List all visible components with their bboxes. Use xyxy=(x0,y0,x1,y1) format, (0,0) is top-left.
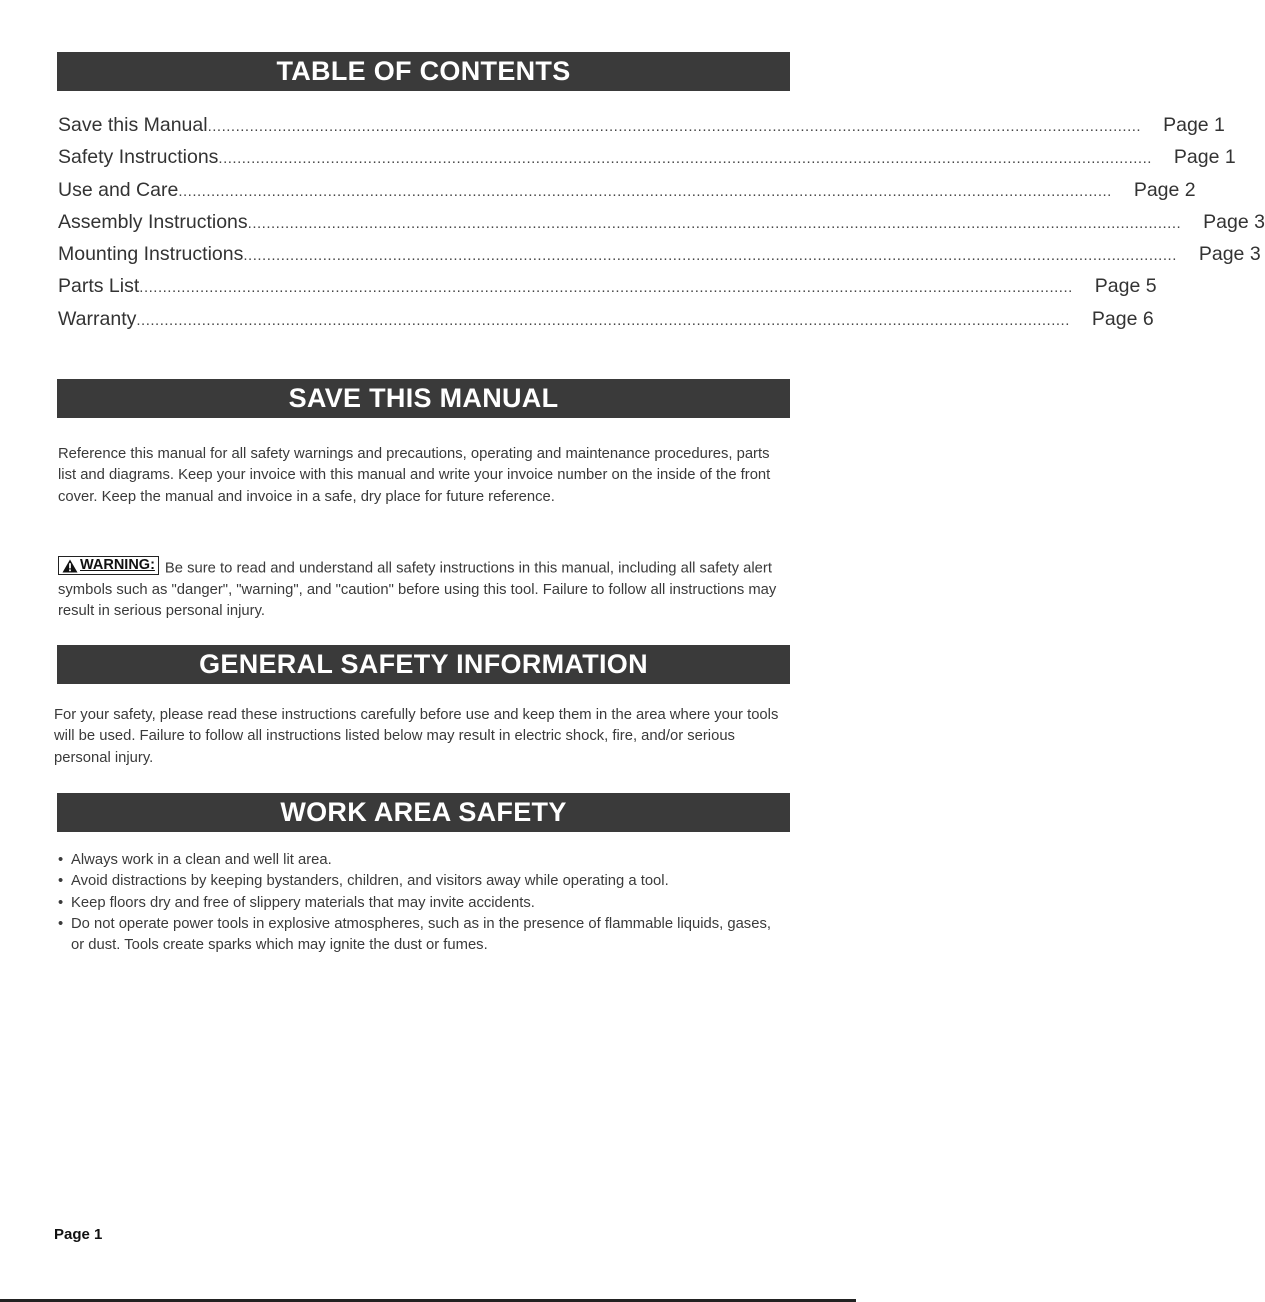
toc-entry-page: Page 3 xyxy=(1198,243,1261,266)
toc-entry-label: Save this Manual xyxy=(58,114,208,136)
toc-entry-label: Parts List xyxy=(58,275,140,298)
work-area-heading-text: WORK AREA SAFETY xyxy=(280,797,567,827)
toc-entry-page: Page 1 xyxy=(1163,114,1225,136)
toc-entry xyxy=(58,210,1265,243)
toc-dot-leader: ........................................................................................................................................................................................................ xyxy=(136,311,1070,329)
toc-dot-leader: ........................................................................................................................................................................................................ xyxy=(139,279,1073,297)
save-manual-heading-text: SAVE THIS MANUAL xyxy=(288,383,559,413)
warning-badge xyxy=(58,556,159,575)
general-safety-heading-text: GENERAL SAFETY INFORMATION xyxy=(199,649,648,679)
toc-heading-text: TABLE OF CONTENTS xyxy=(276,56,571,86)
save-manual-heading xyxy=(57,379,790,418)
warning-label: WARNING: xyxy=(80,557,155,573)
table-of-contents xyxy=(58,114,1265,340)
toc-entry-page: Page 1 xyxy=(1173,146,1236,169)
page-number: Page 1 xyxy=(54,1226,103,1243)
work-area-heading xyxy=(57,793,790,832)
toc-entry-label: Assembly Instructions xyxy=(58,210,248,233)
toc-entry-page: Page 5 xyxy=(1094,275,1157,298)
toc-entry-label: Warranty xyxy=(58,307,137,330)
general-safety-paragraph: For your safety, please read these instructions carefully before use and keep them in the area where your tools will be used. Failure to follow all instructions listed below may result in electric shock, fire, and/or serious personal injury. xyxy=(54,707,779,766)
toc-entry-label: Mounting Instructions xyxy=(58,243,244,266)
toc-heading xyxy=(57,52,790,91)
warning-text: Be sure to read and understand all safety instructions in this manual, including all safety alert symbols such as "danger", "warning", and "caution" before using this tool. Failure to follow all instructions may result in serious personal injury. xyxy=(58,560,777,620)
toc-dot-leader: ........................................................................................................................................................................................................ xyxy=(207,118,1142,135)
toc-entry-page: Page 2 xyxy=(1133,178,1196,201)
toc-entry-page: Page 6 xyxy=(1091,307,1154,330)
toc-entry-label: Safety Instructions xyxy=(58,146,219,169)
warning-triangle-icon xyxy=(62,559,78,573)
toc-entry xyxy=(58,307,1154,340)
toc-entry xyxy=(58,114,1225,146)
toc-dot-leader: ........................................................................................................................................................................................................ xyxy=(243,247,1177,265)
save-manual-paragraph: Reference this manual for all safety warnings and precautions, operating and maintenance procedures, parts list and diagrams. Keep your invoice with this manual and write your invoice number on the inside of the front cover. Keep the manual and invoice in a safe, dry place for future reference. xyxy=(58,446,771,505)
toc-entry-page: Page 3 xyxy=(1203,210,1265,233)
general-safety-heading xyxy=(57,645,790,684)
toc-dot-leader: ........................................................................................................................................................................................................ xyxy=(178,182,1112,200)
toc-entry xyxy=(58,146,1236,178)
list-item: • Always work in a clean and well lit area. xyxy=(58,850,788,871)
list-item: • Keep floors dry and free of slippery materials that may invite accidents. xyxy=(58,893,788,914)
toc-entry xyxy=(58,243,1261,275)
list-item: • Avoid distractions by keeping bystanders, children, and visitors away while operating a tool. xyxy=(58,871,788,892)
work-area-bullet-list xyxy=(58,850,788,956)
toc-dot-leader: ........................................................................................................................................................................................................ xyxy=(218,150,1152,168)
toc-entry-label: Use and Care xyxy=(58,178,179,201)
toc-entry xyxy=(58,275,1157,307)
toc-entry xyxy=(58,178,1196,211)
list-item: • Do not operate power tools in explosive atmospheres, such as in the presence of flammable liquids, gases, or dust. Tools create sparks which may ignite the dust or fumes. xyxy=(58,914,788,957)
toc-dot-leader: ........................................................................................................................................................................................................ xyxy=(247,214,1182,232)
warning-paragraph xyxy=(58,556,788,622)
